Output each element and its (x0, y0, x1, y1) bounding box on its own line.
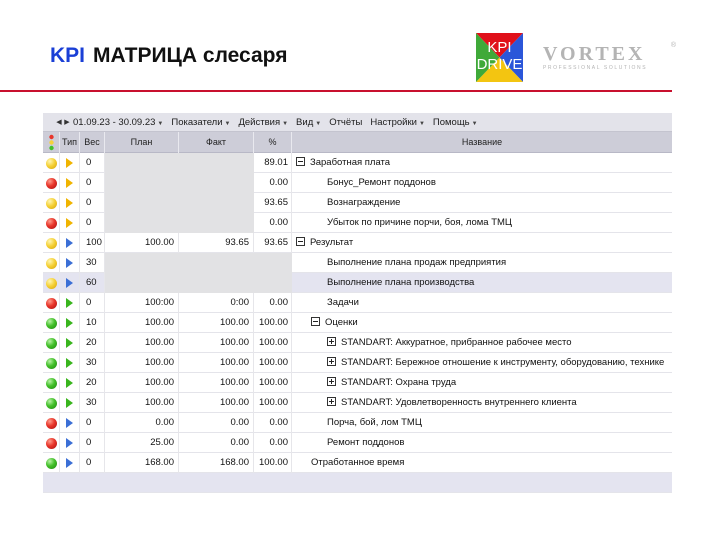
collapse-icon[interactable] (296, 157, 305, 166)
name-wrap (327, 433, 404, 453)
row-name-label: Ремонт поддонов (327, 437, 405, 448)
status-cell (43, 253, 60, 273)
empty-row (43, 473, 672, 493)
table-row[interactable] (43, 313, 672, 333)
type-cell (60, 433, 80, 453)
plan-cell[interactable]: 100.00 (105, 373, 179, 393)
pct-cell[interactable]: 100.00 (254, 353, 292, 373)
status-green-icon (46, 378, 57, 389)
row-name-label: Выполнение плана продаж предприятия (327, 257, 507, 268)
pct-cell[interactable]: 0.00 (254, 293, 292, 313)
type-cell (60, 373, 80, 393)
plan-cell[interactable]: 100.00 (105, 313, 179, 333)
table-row[interactable] (43, 333, 672, 353)
chevron-down-icon: ▼ (471, 120, 478, 127)
status-cell (43, 393, 60, 413)
type-flag-green-icon (66, 338, 73, 348)
row-name-label: Вознаграждение (327, 197, 401, 208)
row-name-label: Отработанное время (311, 457, 405, 468)
name-wrap (327, 213, 512, 233)
name-wrap (311, 313, 358, 333)
pct-cell[interactable]: 0.00 (254, 213, 292, 233)
menu-label: Вид (296, 116, 314, 128)
collapse-icon[interactable] (311, 317, 320, 326)
row-name-label: Заработная плата (310, 157, 391, 168)
type-cell (60, 233, 80, 253)
status-yellow-icon (46, 278, 57, 289)
weight-cell[interactable]: 0 (80, 433, 105, 453)
type-cell (60, 393, 80, 413)
status-green-icon (46, 338, 57, 349)
status-red-icon (46, 418, 57, 429)
weight-cell[interactable]: 30 (80, 393, 105, 413)
period-label: 01.09.23 - 30.09.23 (73, 116, 156, 128)
name-cell[interactable] (292, 313, 672, 333)
table-row[interactable] (43, 453, 672, 473)
name-wrap (311, 453, 404, 473)
kpi-matrix-window (43, 113, 672, 503)
header-name[interactable]: Название (461, 137, 503, 147)
vortex-logo-word: VORTEX (543, 43, 646, 65)
menu-label: Настройки (370, 116, 417, 128)
weight-cell[interactable]: 30 (80, 353, 105, 373)
status-green-icon (46, 398, 57, 409)
type-flag-blue-icon (66, 458, 73, 468)
type-cell (60, 333, 80, 353)
weight-cell[interactable]: 0 (80, 413, 105, 433)
header-status[interactable] (43, 132, 60, 153)
menu-actions[interactable] (238, 117, 288, 128)
pct-cell[interactable]: 93.65 (254, 193, 292, 213)
type-flag-green-icon (66, 318, 73, 328)
fact-cell[interactable]: 168.00 (179, 453, 254, 473)
weight-cell[interactable]: 0 (80, 173, 105, 193)
type-cell (60, 273, 80, 293)
kpi-drive-logo-line1: KPI (487, 39, 512, 56)
vortex-logo-registered: ® (670, 42, 676, 49)
pct-cell[interactable]: 100.00 (254, 393, 292, 413)
status-cell (43, 353, 60, 373)
type-cell (60, 253, 80, 273)
weight-cell[interactable]: 0 (80, 193, 105, 213)
plan-cell[interactable]: 0.00 (105, 413, 179, 433)
name-wrap (327, 253, 506, 273)
status-red-icon (46, 298, 57, 309)
type-cell (60, 413, 80, 433)
name-wrap (327, 353, 664, 373)
table-row[interactable] (43, 293, 672, 313)
menu-reports[interactable] (329, 117, 362, 128)
row-name-label: STANDART: Охрана труда (341, 377, 457, 388)
weight-cell[interactable]: 60 (80, 273, 105, 293)
status-cell (43, 273, 60, 293)
name-wrap (327, 173, 436, 193)
prev-period-icon[interactable]: ◀ (56, 119, 62, 126)
table-row[interactable] (43, 433, 672, 453)
name-cell[interactable] (292, 333, 672, 353)
menu-settings[interactable] (370, 117, 425, 128)
row-name-label: Задачи (327, 297, 359, 308)
fact-cell[interactable]: 0.00 (179, 413, 254, 433)
chevron-down-icon: ▼ (157, 120, 164, 127)
chevron-down-icon: ▼ (418, 120, 425, 127)
collapse-icon[interactable] (296, 237, 305, 246)
fact-cell[interactable]: 100.00 (179, 393, 254, 413)
type-flag-yellow-icon (66, 178, 73, 188)
status-cell (43, 413, 60, 433)
status-cell (43, 213, 60, 233)
name-wrap (296, 153, 390, 173)
next-period-icon[interactable]: ▶ (64, 119, 70, 126)
status-red-icon (46, 178, 57, 189)
pct-cell[interactable]: 89.01 (254, 153, 292, 173)
name-cell[interactable] (292, 453, 672, 473)
fact-cell[interactable]: 0.00 (179, 433, 254, 453)
name-wrap (327, 413, 422, 433)
type-cell (60, 193, 80, 213)
chevron-down-icon: ▼ (315, 120, 322, 127)
status-cell (43, 173, 60, 193)
menu-label: Отчёты (329, 116, 363, 128)
grid-header (43, 132, 672, 153)
row-name-label: Бонус_Ремонт поддонов (327, 177, 436, 188)
menu-indicators[interactable] (171, 117, 230, 128)
weight-cell[interactable]: 0 (80, 453, 105, 473)
pct-cell[interactable]: 0.00 (254, 433, 292, 453)
expand-icon[interactable] (327, 357, 336, 366)
weight-cell[interactable]: 10 (80, 313, 105, 333)
name-wrap (327, 293, 359, 313)
type-flag-green-icon (66, 298, 73, 308)
fact-cell[interactable]: 0:00 (179, 293, 254, 313)
title-divider (0, 90, 672, 92)
pct-cell[interactable]: 100.00 (254, 313, 292, 333)
fact-cell[interactable]: 100.00 (179, 373, 254, 393)
period-selector[interactable] (73, 117, 163, 128)
status-cell (43, 433, 60, 453)
row-name-label: STANDART: Удовлетворенность внутреннего клиента (341, 397, 577, 408)
plan-cell[interactable]: 100.00 (105, 233, 179, 253)
status-yellow-icon (46, 198, 57, 209)
kpi-drive-logo-text (476, 39, 523, 73)
header-fact[interactable]: Факт (179, 132, 254, 153)
status-cell (43, 313, 60, 333)
name-cell[interactable] (292, 173, 672, 193)
status-cell (43, 373, 60, 393)
vortex-logo (543, 44, 678, 72)
status-yellow-icon (46, 258, 57, 269)
name-cell[interactable] (292, 233, 672, 253)
status-cell (43, 233, 60, 253)
type-flag-blue-icon (66, 438, 73, 448)
weight-cell[interactable]: 20 (80, 333, 105, 353)
type-cell (60, 173, 80, 193)
pct-cell[interactable]: 0.00 (254, 413, 292, 433)
plan-cell[interactable]: 168.00 (105, 453, 179, 473)
type-cell (60, 213, 80, 233)
kpi-drive-logo-line2: DRIVE (476, 56, 523, 73)
status-red-icon (46, 218, 57, 229)
weight-cell[interactable]: 0 (80, 213, 105, 233)
name-cell[interactable] (292, 293, 672, 313)
pct-cell[interactable]: 0.00 (254, 173, 292, 193)
header-pct[interactable]: % (254, 132, 292, 153)
status-cell (43, 293, 60, 313)
name-wrap (327, 393, 577, 413)
status-cell (43, 193, 60, 213)
status-yellow-icon (46, 158, 57, 169)
name-cell[interactable] (292, 193, 672, 213)
menu-label: Показатели (171, 116, 223, 128)
status-cell (43, 153, 60, 173)
chevron-down-icon: ▼ (282, 120, 289, 127)
pct-cell[interactable]: 100.00 (254, 373, 292, 393)
name-cell[interactable] (292, 413, 672, 433)
type-flag-blue-icon (66, 418, 73, 428)
fact-cell[interactable]: 100.00 (179, 333, 254, 353)
row-name-label: Убыток по причине порчи, боя, лома ТМЦ (327, 217, 512, 228)
plan-cell[interactable]: 25.00 (105, 433, 179, 453)
expand-icon[interactable] (327, 397, 336, 406)
expand-icon[interactable] (327, 337, 336, 346)
name-cell[interactable] (292, 253, 672, 273)
header-type[interactable]: Тип (60, 132, 80, 153)
status-cell (43, 333, 60, 353)
pct-cell[interactable]: 100.00 (254, 453, 292, 473)
hidden-values-block (105, 153, 254, 233)
name-cell[interactable] (292, 373, 672, 393)
slide-title (50, 44, 287, 68)
weight-cell[interactable]: 0 (80, 153, 105, 173)
plan-cell[interactable]: 100:00 (105, 293, 179, 313)
fact-cell[interactable]: 100.00 (179, 353, 254, 373)
menu-label: Действия (238, 116, 281, 128)
type-flag-yellow-icon (66, 158, 73, 168)
toolbar (43, 113, 672, 132)
name-cell[interactable] (292, 433, 672, 453)
chevron-down-icon: ▼ (224, 120, 231, 127)
table-row[interactable] (43, 413, 672, 433)
type-flag-blue-icon (66, 238, 73, 248)
type-cell (60, 293, 80, 313)
header-plan[interactable]: План (105, 132, 179, 153)
row-name-label: STANDART: Аккуратное, прибранное рабочее место (341, 337, 572, 348)
traffic-light-icon (43, 132, 60, 153)
status-cell (43, 453, 60, 473)
table-row[interactable] (43, 393, 672, 413)
plan-cell[interactable]: 100.00 (105, 393, 179, 413)
menu-view[interactable] (296, 117, 321, 128)
weight-cell[interactable]: 30 (80, 253, 105, 273)
name-wrap (327, 273, 474, 293)
type-cell (60, 353, 80, 373)
name-cell[interactable] (292, 213, 672, 233)
name-cell[interactable] (292, 153, 672, 173)
slide-title-kpi: KPI (50, 44, 86, 67)
status-yellow-icon (46, 238, 57, 249)
type-flag-green-icon (66, 378, 73, 388)
name-cell[interactable] (292, 393, 672, 413)
status-green-icon (46, 458, 57, 469)
row-name-label: Результат (310, 237, 354, 248)
pct-cell[interactable]: 93.65 (254, 233, 292, 253)
menu-help[interactable] (433, 117, 478, 128)
type-flag-yellow-icon (66, 198, 73, 208)
row-name-label: Выполнение плана производства (327, 277, 475, 288)
type-flag-blue-icon (66, 278, 73, 288)
weight-cell[interactable]: 20 (80, 373, 105, 393)
table-row[interactable] (43, 353, 672, 373)
fact-cell[interactable]: 93.65 (179, 233, 254, 253)
name-wrap (327, 333, 572, 353)
hidden-values-block (105, 253, 292, 293)
row-name-label: Оценки (325, 317, 358, 328)
weight-cell[interactable]: 0 (80, 293, 105, 313)
name-cell[interactable] (292, 353, 672, 373)
name-cell[interactable] (292, 273, 672, 293)
type-cell (60, 153, 80, 173)
expand-icon[interactable] (327, 377, 336, 386)
row-name-label: Порча, бой, лом ТМЦ (327, 417, 422, 428)
header-weight[interactable]: Вес (80, 132, 105, 153)
plan-cell[interactable]: 100.00 (105, 333, 179, 353)
status-green-icon (46, 358, 57, 369)
menu-label: Помощь (432, 116, 470, 128)
type-flag-yellow-icon (66, 218, 73, 228)
fact-cell[interactable]: 100.00 (179, 313, 254, 333)
type-flag-blue-icon (66, 258, 73, 268)
row-name-label: STANDART: Бережное отношение к инструменту, оборудованию, технике (341, 357, 665, 368)
weight-cell[interactable]: 100 (80, 233, 105, 253)
type-cell (60, 313, 80, 333)
pct-cell[interactable]: 100.00 (254, 333, 292, 353)
type-cell (60, 453, 80, 473)
vortex-logo-subtitle: PROFESSIONAL SOLUTIONS (543, 65, 648, 71)
slide-title-text: МАТРИЦА слесаря (93, 44, 288, 67)
plan-cell[interactable]: 100.00 (105, 353, 179, 373)
name-wrap (327, 193, 400, 213)
status-red-icon (46, 438, 57, 449)
kpi-drive-logo (476, 33, 523, 82)
type-flag-green-icon (66, 398, 73, 408)
type-flag-green-icon (66, 358, 73, 368)
table-row[interactable] (43, 233, 672, 253)
table-row[interactable] (43, 373, 672, 393)
status-green-icon (46, 318, 57, 329)
name-wrap (296, 233, 353, 253)
name-wrap (327, 373, 456, 393)
